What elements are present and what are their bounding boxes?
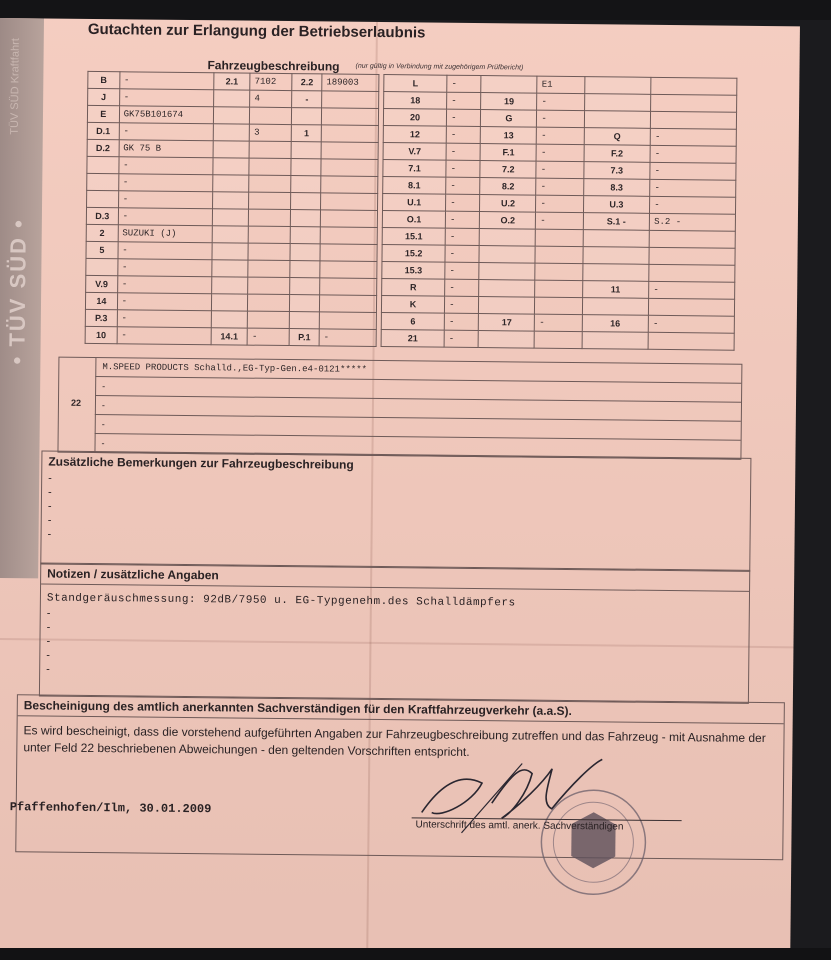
grid-right-cell-e — [583, 247, 650, 265]
grid-right-cell-a: 6 — [381, 313, 444, 331]
grid-right-cell-e — [584, 94, 651, 112]
grid-left-cell-b: - — [119, 89, 213, 107]
grid-right-cell-a: 12 — [383, 126, 446, 144]
grid-left-cell-c — [213, 90, 250, 107]
grid-left-cell-b: - — [117, 276, 211, 294]
grid-left-cell-c — [213, 107, 250, 124]
grid-right-cell-c: 17 — [479, 314, 535, 332]
grid-right-cell-e: 7.3 — [583, 162, 650, 180]
grid-right-cell-b: - — [447, 75, 481, 92]
remarks-lines — [42, 471, 751, 548]
grid-left-cell-e — [291, 142, 321, 159]
grid-left-cell-d — [248, 311, 290, 328]
grid-left-cell-f — [322, 91, 379, 109]
notes-line: - — [46, 621, 51, 634]
grid-left-cell-a: 10 — [85, 326, 117, 343]
grid-right-cell-a: R — [382, 279, 445, 297]
certificate-section — [15, 694, 785, 860]
grid-right-cell-f — [649, 298, 735, 316]
grid-right-cell-c — [479, 297, 535, 315]
grid-left-cell-b: - — [119, 72, 213, 90]
grid-right-cell-b: - — [445, 262, 479, 279]
grid-right-cell-f: - — [650, 179, 736, 197]
field-22-row: - — [95, 377, 741, 403]
grid-right-cell-d: - — [536, 178, 583, 195]
grid-right-cell-f: - — [649, 281, 735, 299]
grid-right-cell-a: 15.3 — [382, 262, 445, 280]
vehicle-grid-right — [381, 74, 738, 351]
remarks-line: - — [47, 500, 52, 513]
grid-left-cell-e — [292, 108, 322, 125]
grid-right-cell-b: - — [444, 330, 478, 347]
grid-right-cell-e: U.3 — [583, 196, 650, 214]
grid-left-cell-b: - — [118, 242, 212, 260]
grid-right-cell-c: U.2 — [480, 195, 536, 213]
grid-right-cell-d — [535, 263, 582, 280]
notes-line: - — [46, 663, 50, 676]
field-22-rows — [94, 358, 741, 460]
grid-left-cell-b: GK75B101674 — [119, 106, 213, 124]
grid-right-cell-a: 15.2 — [382, 245, 445, 263]
grid-left-cell-c — [212, 260, 249, 277]
grid-right-cell-c: 8.2 — [480, 178, 536, 196]
grid-right-cell-f: - — [650, 196, 736, 214]
grid-left-cell-e — [291, 210, 321, 227]
remarks-title: Zusätzliche Bemerkungen zur Fahrzeugbeschreibung — [48, 454, 354, 472]
grid-right-cell-b: - — [446, 143, 480, 160]
remarks-line: - — [48, 472, 52, 485]
grid-left-cell-d — [248, 260, 290, 277]
document-paper — [0, 18, 800, 956]
grid-left-cell-e — [290, 312, 320, 329]
grid-right-cell-b: - — [447, 109, 481, 126]
grid-right-cell-b: - — [446, 160, 480, 177]
grid-left-cell-f — [321, 193, 378, 211]
grid-right-cell-a: 18 — [384, 92, 447, 110]
grid-left-cell-f — [320, 278, 377, 296]
grid-left-cell-e — [291, 227, 321, 244]
bottom-dark-band — [0, 948, 831, 960]
grid-right-cell-c — [481, 76, 537, 94]
grid-left-cell-d — [248, 294, 290, 311]
grid-left-cell-e — [291, 159, 321, 176]
grid-right-cell-e: Q — [584, 128, 651, 146]
grid-left-cell-c — [211, 311, 248, 328]
grid-left-cell-d: 7102 — [250, 73, 292, 90]
notes-main-text: Standgeräuschmessung: 92dB/7950 u. EG-Typgenehm.des Schalldämpfers — [46, 592, 516, 610]
notes-line: - — [46, 607, 51, 620]
grid-left-cell-b: GK 75 B — [119, 140, 213, 158]
remarks-section — [40, 450, 751, 571]
grid-left-cell-a: D.1 — [87, 122, 119, 139]
stripe-logo-text: • TÜV SÜD • — [4, 218, 31, 365]
grid-left-cell-c — [211, 294, 248, 311]
grid-left-cell-d: 3 — [250, 124, 292, 141]
grid-right-cell-b: - — [445, 245, 479, 262]
grid-left-cell-c — [212, 175, 249, 192]
grid-left-cell-e: - — [292, 91, 322, 108]
notes-section — [39, 562, 750, 703]
grid-right-cell-d: - — [536, 161, 583, 178]
grid-left-cell-e — [290, 295, 320, 312]
grid-right-cell-f: - — [650, 128, 736, 146]
grid-left-cell-b: - — [118, 174, 212, 192]
grid-right-cell-b: - — [445, 296, 479, 313]
grid-left-cell-d — [248, 226, 290, 243]
grid-right-cell-c: 13 — [481, 127, 537, 145]
stripe-subtext: TÜV SÜD Kraftfahrt — [8, 38, 22, 135]
grid-left-cell-c — [213, 141, 250, 158]
grid-left-cell-c — [212, 192, 249, 209]
grid-right-cell-c: F.1 — [480, 144, 536, 162]
grid-right-cell-e: S.1 - — [583, 213, 650, 231]
grid-right-cell-d: - — [536, 144, 583, 161]
grid-right-cell-f — [651, 77, 737, 95]
grid-left-cell-d: - — [247, 328, 289, 345]
grid-right-cell-c — [479, 246, 535, 264]
grid-right-cell-a: V.7 — [383, 143, 446, 161]
grid-right-cell-b: - — [446, 126, 480, 143]
grid-left-cell-e — [290, 261, 320, 278]
grid-right-cell-d — [536, 229, 583, 246]
field-22-row: M.SPEED PRODUCTS Schalld.,EG-Typ-Gen.e4-0121***** — [95, 358, 741, 384]
grid-left-cell-a: J — [88, 88, 120, 105]
grid-left-cell-f — [320, 261, 377, 279]
grid-left-cell-c — [212, 243, 249, 260]
grid-right-row — [381, 330, 734, 351]
grid-left-cell-f — [321, 108, 378, 126]
grid-right-cell-c: O.2 — [480, 212, 536, 230]
grid-left-cell-a — [87, 173, 119, 190]
field-22-row: - — [95, 415, 741, 441]
grid-left-cell-a — [87, 156, 119, 173]
grid-left-cell-f: - — [319, 329, 376, 347]
grid-left-cell-f — [319, 312, 376, 330]
grid-right-cell-b: - — [447, 92, 481, 109]
top-dark-band — [0, 0, 831, 20]
grid-left-cell-b: SUZUKI (J) — [118, 225, 212, 243]
grid-left-cell-a: B — [88, 71, 120, 88]
grid-left-cell-b: - — [117, 293, 211, 311]
grid-right-cell-d: E1 — [537, 76, 584, 93]
signature-caption: Unterschrift des amtl. anerk. Sachverständigen — [415, 819, 624, 833]
grid-right-cell-d: - — [536, 195, 583, 212]
grid-right-cell-c — [479, 280, 535, 298]
grid-right-cell-a: 8.1 — [383, 177, 446, 195]
grid-left-cell-e — [291, 193, 321, 210]
grid-right-cell-f — [649, 264, 735, 282]
grid-right-cell-e — [582, 332, 649, 350]
grid-left-cell-c — [211, 277, 248, 294]
grid-right-cell-a: O.1 — [382, 211, 445, 229]
vehicle-description-note: (nur gültig in Verbindung mit zugehörigem Prüfbericht) — [355, 62, 524, 72]
grid-left-cell-a: P.3 — [85, 309, 117, 326]
grid-right-cell-d — [535, 297, 582, 314]
grid-right-cell-f: S.2 - — [650, 213, 736, 231]
grid-right-cell-f — [651, 111, 737, 129]
grid-right-cell-a: 15.1 — [382, 228, 445, 246]
grid-left-cell-e — [290, 278, 320, 295]
grid-right-cell-f — [651, 94, 737, 112]
grid-left-cell-d — [249, 158, 291, 175]
certificate-text: Es wird bescheinigt, dass die vorstehend aufgeführten Angaben zur Fahrzeugbeschreibung zutreffen und das Fahrzeug - mit Ausnahme der unter Feld 22 beschriebenen Abweichungen - den geltenden Vorschriften entspricht. — [23, 723, 766, 759]
tuv-side-stripe — [0, 18, 44, 578]
field-22-row: - — [95, 396, 741, 422]
grid-right-cell-b: - — [445, 228, 479, 245]
grid-right-cell-b: - — [444, 313, 478, 330]
notes-title: Notizen / zusätzliche Angaben — [41, 563, 749, 591]
grid-left-cell-f — [321, 142, 378, 160]
grid-left-row — [85, 326, 376, 346]
grid-left-cell-c — [213, 124, 250, 141]
grid-right-cell-f: - — [650, 162, 736, 180]
grid-left-cell-b: - — [117, 327, 211, 345]
grid-right-cell-e: 8.3 — [583, 179, 650, 197]
grid-right-cell-e — [583, 230, 650, 248]
grid-left-cell-e — [290, 244, 320, 261]
grid-right-cell-d: - — [537, 110, 584, 127]
grid-left-cell-f — [320, 210, 377, 228]
grid-right-cell-b: - — [445, 279, 479, 296]
grid-left-cell-c — [212, 209, 249, 226]
grid-right-cell-d — [534, 331, 581, 348]
grid-right-cell-c: 7.2 — [480, 161, 536, 179]
grid-left-cell-a: E — [87, 105, 119, 122]
notes-line: - — [46, 649, 51, 662]
grid-right-cell-b: - — [445, 211, 479, 228]
grid-left-cell-d — [249, 175, 291, 192]
grid-left-cell-c — [212, 226, 249, 243]
grid-right-cell-e: F.2 — [584, 145, 651, 163]
grid-left-cell-b: - — [118, 208, 212, 226]
grid-left-cell-d — [248, 243, 290, 260]
grid-right-cell-a: K — [381, 296, 444, 314]
grid-left-cell-c: 2.1 — [214, 73, 251, 90]
grid-left-cell-f — [321, 125, 378, 143]
grid-right-cell-d — [535, 280, 582, 297]
grid-right-cell-f: - — [648, 315, 734, 333]
grid-right-cell-a: U.1 — [383, 194, 446, 212]
official-stamp — [531, 784, 662, 905]
grid-right-cell-e — [582, 264, 649, 282]
grid-left-cell-b: - — [119, 157, 213, 175]
grid-left-cell-b: - — [119, 123, 213, 141]
grid-left-cell-b: - — [117, 310, 211, 328]
grid-left-cell-a: 14 — [85, 292, 117, 309]
certificate-title: Bescheinigung des amtlich anerkannten Sachverständigen für den Kraftfahrzeugverkehr (a.a.S). — [18, 695, 784, 724]
grid-left-cell-e: P.1 — [289, 329, 319, 346]
grid-left-cell-a: D.3 — [86, 207, 118, 224]
grid-right-cell-d — [535, 246, 582, 263]
grid-right-cell-d: - — [537, 93, 584, 110]
grid-right-cell-f: - — [650, 145, 736, 163]
notes-line: - — [46, 635, 51, 648]
grid-right-cell-b: - — [446, 194, 480, 211]
grid-right-cell-a: 7.1 — [383, 160, 446, 178]
grid-left-cell-a: 2 — [86, 224, 118, 241]
grid-left-cell-c: 14.1 — [211, 328, 248, 345]
vehicle-description-heading: Fahrzeugbeschreibung — [207, 58, 340, 74]
grid-left-cell-d — [249, 192, 291, 209]
grid-right-cell-d: - — [535, 314, 582, 331]
grid-right-cell-d: - — [537, 127, 584, 144]
grid-left-cell-b: - — [118, 191, 212, 209]
grid-right-cell-c — [479, 263, 535, 281]
grid-left-cell-f: 189003 — [322, 74, 379, 92]
grid-right-cell-e — [584, 111, 651, 129]
remarks-line: - — [47, 486, 52, 499]
grid-right-cell-c — [480, 229, 536, 247]
grid-left-cell-f — [320, 227, 377, 245]
grid-left-cell-f — [321, 176, 378, 194]
grid-right-cell-c: G — [481, 110, 537, 128]
grid-left-cell-e — [291, 176, 321, 193]
place-date: Pfaffenhofen/Ilm, 30.01.2009 — [9, 800, 212, 817]
grid-left-cell-a: V.9 — [86, 275, 118, 292]
vehicle-grid-left — [85, 71, 380, 347]
grid-left-cell-e: 2.2 — [292, 74, 322, 91]
grid-right-cell-d: - — [536, 212, 583, 229]
grid-right-cell-e: 16 — [582, 315, 649, 333]
grid-right-cell-f — [648, 332, 734, 350]
grid-left-cell-d: 4 — [250, 90, 292, 107]
grid-left-cell-d — [249, 209, 291, 226]
grid-right-cell-b: - — [446, 177, 480, 194]
grid-left-cell-d — [250, 107, 292, 124]
grid-right-cell-c: 19 — [481, 93, 537, 111]
grid-left-cell-f — [320, 244, 377, 262]
grid-right-cell-a: L — [384, 75, 447, 93]
grid-right-cell-e — [584, 77, 651, 95]
grid-left-cell-d — [249, 141, 291, 158]
grid-left-cell-c — [213, 158, 250, 175]
grid-left-cell-f — [319, 295, 376, 313]
grid-right-cell-e: 11 — [582, 281, 649, 299]
grid-left-cell-a — [87, 190, 119, 207]
grid-left-cell-f — [321, 159, 378, 177]
grid-left-cell-b: - — [117, 259, 211, 277]
field-22-label: 22 — [70, 397, 82, 408]
remarks-line: - — [47, 514, 52, 527]
grid-right-cell-f — [649, 230, 735, 248]
grid-left-cell-a — [86, 258, 118, 275]
notes-lines — [40, 606, 749, 683]
grid-left-cell-a: 5 — [86, 241, 118, 258]
grid-left-cell-e: 1 — [292, 125, 322, 142]
field-22-row: - — [94, 434, 740, 460]
grid-right-cell-e — [582, 298, 649, 316]
grid-right-cell-a: 21 — [381, 330, 444, 348]
grid-right-cell-c — [478, 331, 534, 349]
remarks-line: - — [47, 528, 52, 541]
grid-left-cell-a: D.2 — [87, 139, 119, 156]
grid-right-cell-a: 20 — [383, 109, 446, 127]
field-22-box — [57, 357, 742, 460]
grid-left-cell-d — [248, 277, 290, 294]
document-title: Gutachten zur Erlangung der Betriebserlaubnis — [87, 20, 426, 42]
grid-right-cell-f — [649, 247, 735, 265]
